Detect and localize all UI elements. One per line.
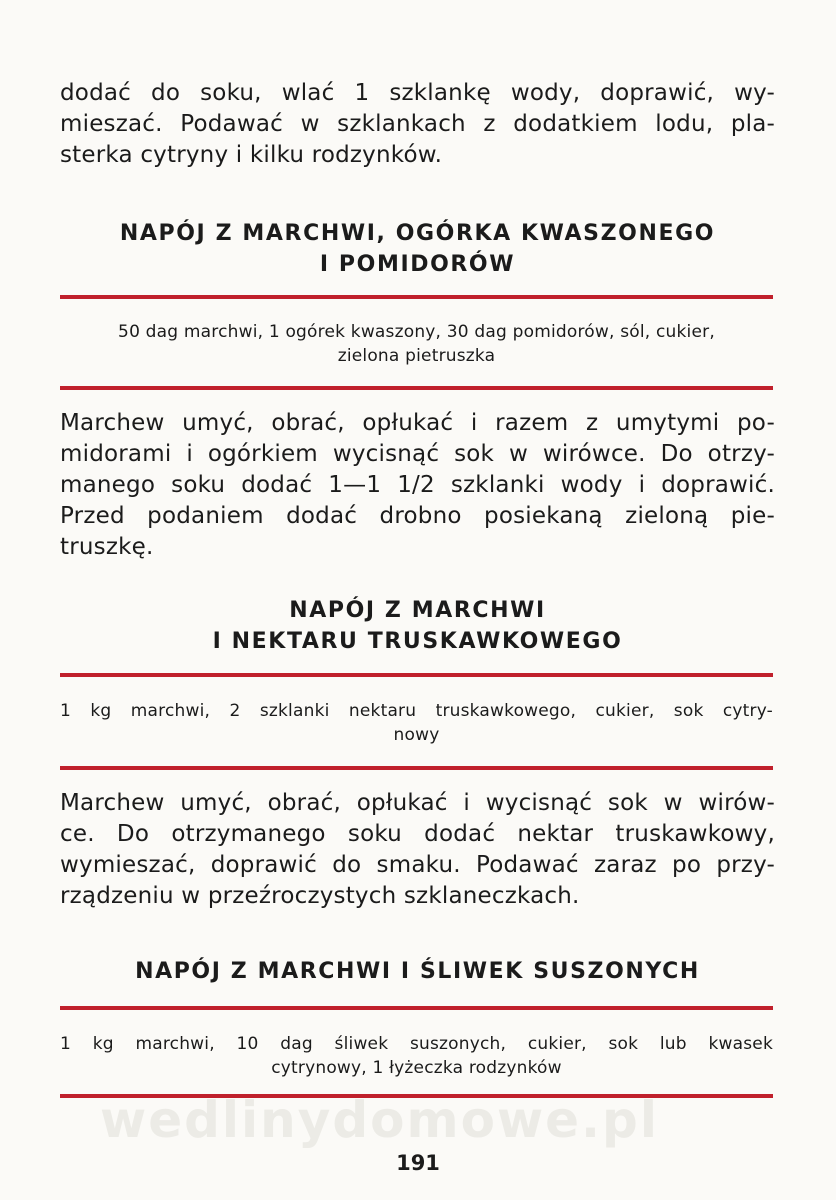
text-line: midorami i ogórkiem wycisnąć sok w wirówce. Do otrzy-: [60, 441, 775, 467]
text-line: mieszać. Podawać w szklankach z dodatkiem lodu, pla-: [60, 111, 775, 137]
title-line: I POMIDORÓW: [319, 252, 516, 277]
recipe-method: [60, 788, 775, 912]
ingredients-line: 1 kg marchwi, 10 dag śliwek suszonych, cukier, sok lub kwasek: [60, 1034, 773, 1054]
text-line: Marchew umyć, obrać, opłukać i razem z umytymi po-: [60, 410, 775, 436]
text-line: rządzeniu w przeźroczystych szklaneczkach.: [60, 883, 580, 909]
text-line: Przed podaniem dodać drobno posiekaną zieloną pie-: [60, 503, 775, 529]
recipe-ingredients: [60, 1032, 773, 1080]
red-divider: [60, 295, 773, 299]
ingredients-line: nowy: [393, 725, 440, 745]
recipe-title-carrot-cucumber-tomato: [60, 218, 775, 280]
red-divider: [60, 673, 773, 677]
title-line: NAPÓJ Z MARCHWI I ŚLIWEK SUSZONYCH: [135, 959, 700, 984]
ingredients-line: 50 dag marchwi, 1 ogórek kwaszony, 30 dag pomidorów, sól, cukier,: [118, 322, 715, 342]
text-line: wymieszać, doprawić do smaku. Podawać zaraz po przy-: [60, 852, 775, 878]
red-divider: [60, 766, 773, 770]
text-line: ce. Do otrzymanego soku dodać nektar truskawkowy,: [60, 821, 775, 847]
recipe-ingredients: [60, 320, 773, 368]
text-line: manego soku dodać 1—1 1/2 szklanki wody i doprawić.: [60, 472, 775, 498]
intro-paragraph: [60, 78, 775, 171]
text-line: dodać do soku, wlać 1 szklankę wody, doprawić, wy-: [60, 80, 775, 106]
page-number: 191: [396, 1151, 440, 1175]
title-line: I NEKTARU TRUSKAWKOWEGO: [212, 629, 623, 654]
recipe-ingredients: [60, 699, 773, 747]
red-divider: [60, 1006, 773, 1010]
recipe-title-carrot-strawberry: [60, 595, 775, 657]
recipe-method: [60, 408, 775, 563]
site-watermark: wedlinydomowe.pl: [100, 1091, 659, 1149]
recipe-title-carrot-prunes: [60, 956, 775, 987]
title-line: NAPÓJ Z MARCHWI, OGÓRKA KWASZONEGO: [119, 221, 716, 246]
ingredients-line: cytrynowy, 1 łyżeczka rodzynków: [271, 1058, 562, 1078]
red-divider: [60, 386, 773, 390]
ingredients-line: 1 kg marchwi, 2 szklanki nektaru truskawkowego, cukier, sok cytry-: [60, 701, 773, 721]
title-line: NAPÓJ Z MARCHWI: [289, 598, 546, 623]
text-line: Marchew umyć, obrać, opłukać i wycisnąć sok w wirów-: [60, 790, 775, 816]
text-line: truszkę.: [60, 534, 154, 560]
ingredients-line: zielona pietruszka: [337, 346, 496, 366]
text-line: sterka cytryny i kilku rodzynków.: [60, 142, 443, 168]
